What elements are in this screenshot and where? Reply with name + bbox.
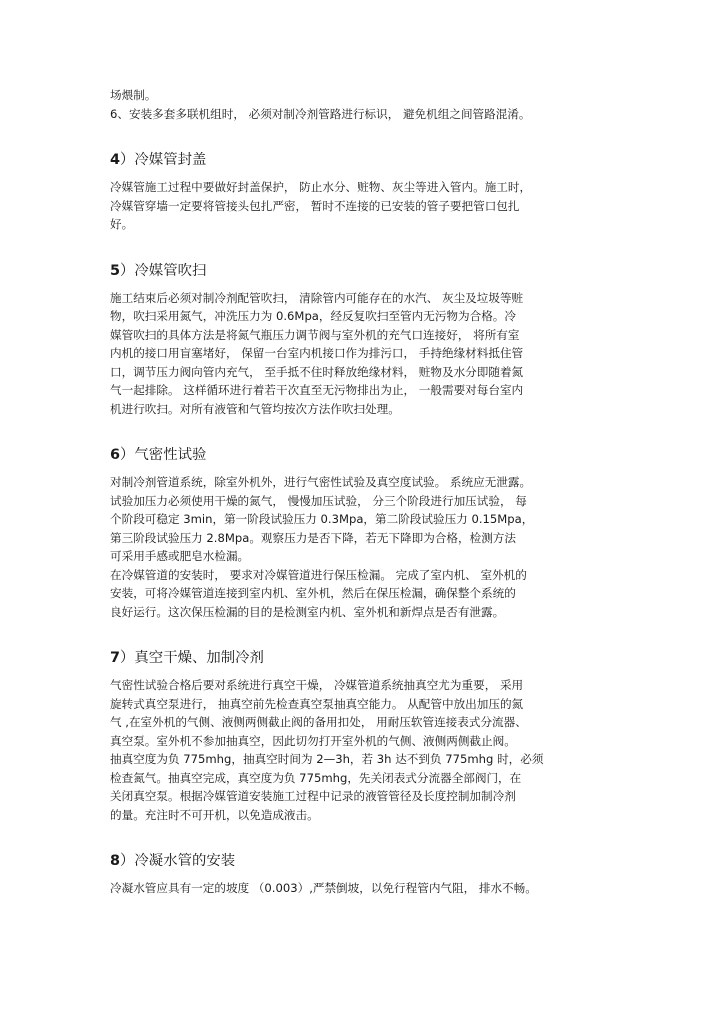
- paragraph-line: 检查氮气。抽真空完成，真空度为负 775mhg，先关闭表式分流器全部阀门，在: [110, 770, 522, 785]
- paragraph-line: 安装，可将冷媒管道连接到室内机、室外机，然后在保压检漏，确保整个系统的: [110, 586, 516, 600]
- paragraph-line: 气一起排除。 这样循环进行着若干次直至无污物排出为止， 一般需要对每台室内: [110, 383, 524, 397]
- paragraph-line: 冷媒管施工过程中要做好封盖保护， 防止水分、赃物、灰尘等进入管内。施工时，: [110, 180, 532, 194]
- heading-spacer: [110, 465, 615, 473]
- section-title: ）冷凝水管的安装: [120, 853, 236, 869]
- section: [110, 851, 615, 898]
- paragraph-line: 旋转式真空泵进行， 抽真空前先检查真空泵抽真空能力。 从配管中放出加压的氮: [110, 696, 524, 711]
- paragraph-line: 物，吹扫采用氮气，冲洗压力为 0.6Mpa，经反复吹扫至管内无污物为合格。冷: [110, 309, 516, 323]
- paragraph-line: 气 ,在室外机的气侧、液侧两侧截止阀的备用扣处， 用耐压软管连接表式分流器、: [110, 715, 527, 729]
- heading-spacer: [110, 281, 615, 289]
- paragraph-line: 好。: [110, 217, 134, 231]
- section-title: ）冷媒管封盖: [120, 152, 207, 168]
- paragraph-line: 施工结束后必须对制冷剂配管吹扫， 清除管内可能存在的水汽、 灰尘及垃圾等赃: [110, 290, 524, 305]
- paragraph-line: 的量。充注时不可开机，以免造成液击。: [110, 807, 319, 822]
- paragraph-line: 抽真空度为负 775mhg，抽真空时间为 2—3h，若 3h 达不到负 775mhg 时，必须: [110, 752, 544, 766]
- sections: [110, 123, 615, 898]
- paragraph-line: 机进行吹扫。对所有液管和气管均按次方法作吹扫处理。: [110, 401, 400, 416]
- paragraph-line: 在冷媒管道的安装时， 要求对冷媒管道进行保压检漏。 完成了室内机、 室外机的: [110, 567, 527, 582]
- section-title: ）冷媒管吹扫: [120, 262, 207, 279]
- section-number: 4: [110, 152, 121, 168]
- section-number: 6: [110, 447, 121, 463]
- heading-spacer: [110, 668, 615, 676]
- paragraph-line: 口，调节压力阀向管内充气， 至手抵不住时释放绝缘材料， 赃物及水分即随着氮: [110, 364, 524, 379]
- paragraph-line: 对制冷剂管道系统，除室外机外，进行气密性试验及真空度试验。 系统应无泄露。: [110, 475, 532, 489]
- paragraph-line: 内机的接口用盲塞堵好， 保留一台室内机接口作为排污口， 手持绝缘材料抵住管: [110, 346, 524, 360]
- section-spacer: [110, 621, 615, 648]
- section: [110, 150, 615, 234]
- section-heading: [110, 851, 615, 871]
- paragraph-line: 气密性试验合格后要对系统进行真空干燥， 冷媒管道系统抽真空尤为重要， 采用: [110, 678, 524, 692]
- paragraph-line: 第三阶段试验压力 2.8Mpa。观察压力是否下降，若无下降即为合格，检测方法: [110, 530, 516, 545]
- document-page: [110, 86, 615, 898]
- paragraph-line: 关闭真空泵。根据冷媒管道安装施工过程中记录的液管管径及长度控制加制冷剂: [110, 789, 516, 803]
- paragraph-line: 个阶段可稳定 3min，第一阶段试验压力 0.3Mpa，第二阶段试验压力 0.15Mpa，: [110, 512, 534, 526]
- section-heading: [110, 445, 615, 465]
- paragraph-line: 冷媒管穿墙一定要将管接头包扎严密， 暂时不连接的已安装的管子要把管口包扎: [110, 198, 520, 213]
- section-heading: [110, 150, 615, 170]
- paragraph-line: 可采用手感或肥皂水检漏。: [110, 549, 250, 563]
- intro-line: 场煨制。: [110, 88, 157, 102]
- section-spacer: [110, 234, 615, 261]
- intro-line: 6、安装多套多联机组时， 必须对制冷剂管路进行标识， 避免机组之间管路混淆。: [110, 106, 531, 121]
- section-title: ）气密性试验: [120, 447, 207, 463]
- section-number: 8: [110, 853, 121, 869]
- section-spacer: [110, 123, 615, 150]
- paragraph-line: 试验加压力必须使用干燥的氮气， 慢慢加压试验， 分三个阶段进行加压试验， 每: [110, 493, 527, 508]
- section-spacer: [110, 418, 615, 445]
- section-spacer: [110, 824, 615, 851]
- section-title: ）真空干燥、加制冷剂: [120, 650, 264, 666]
- heading-spacer: [110, 170, 615, 178]
- section: [110, 445, 615, 621]
- section-number: 7: [110, 650, 121, 666]
- section-heading: [110, 648, 615, 668]
- section-heading: [110, 261, 615, 281]
- paragraph-line: 冷凝水管应具有一定的坡度 （0.003）,严禁倒坡，以免行程管内气阻， 排水不畅。: [110, 881, 537, 895]
- heading-spacer: [110, 871, 615, 879]
- section-number: 5: [110, 262, 121, 279]
- paragraph-line: 良好运行。这次保压检漏的目的是检测室内机、室外机和新焊点是否有泄露。: [110, 604, 505, 619]
- paragraph-line: 媒管吹扫的具体方法是将氮气瓶压力调节阀与室外机的充气口连接好， 将所有室: [110, 327, 520, 342]
- intro-block: [110, 86, 615, 123]
- section: [110, 648, 615, 824]
- paragraph-line: 真空泵。室外机不参加抽真空，因此切勿打开室外机的气侧、液侧两侧截止阀。: [110, 733, 516, 748]
- section: [110, 261, 615, 419]
